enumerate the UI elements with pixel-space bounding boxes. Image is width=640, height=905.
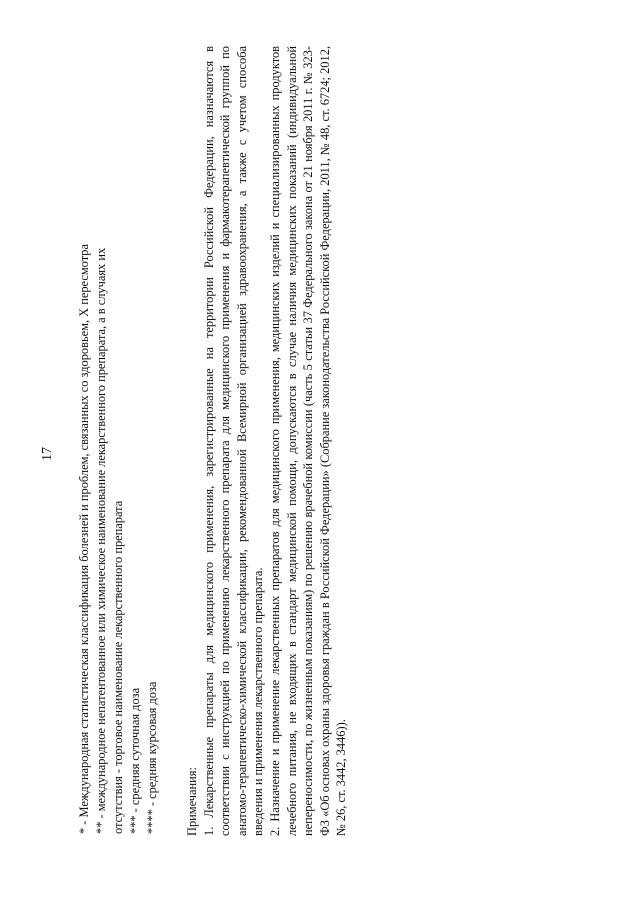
footnote-course-dose: **** - средняя курсовая доза	[145, 681, 159, 834]
footnotes	[76, 34, 161, 834]
notes-heading: Примечания:	[185, 767, 199, 836]
page-number: 17	[40, 447, 55, 461]
rotated-text-layer	[18, 24, 618, 884]
footnote-inn-continued: отсутствия - торговое наименование лекарственного препарата	[111, 500, 125, 834]
notes-section	[184, 46, 350, 836]
footnote-daily-dose: *** - средняя суточная доза	[128, 687, 142, 834]
note-item-1: 1. Лекарственные препараты для медицинского применения, зарегистрированные на территории Российской Федерации, назначаются в соответствии с инструкцией по применению лекарственного препарата для медицинского применения и фармакотерапевтической группой по анатомо-терапевтическо-химической классификации, рекомендованной Всемирной организацией здравоохранения, а также с учетом способа введения и применения лекарственного препарата.	[201, 46, 266, 836]
note-item-2: 2. Назначение и применение лекарственных препаратов для медицинского применения, медицинских изделий и специализированных продуктов лечебного питания, не входящих в стандарт медицинской помощи, допускаются в случае наличия медицинских показаний (индивидуальной непереносимости, по жизненным показаниям) по решению врачебной комиссии (часть 5 статьи 37 Федерального закона от 21 ноября 2011 г. № 323-ФЗ «Об основах охраны здоровья граждан в Российской Федерации» (Собрание законодательства Российской Федерации, 2011, № 48, ст. 6724; 2012, № 26, ст. 3442, 3446)).	[267, 46, 349, 836]
footnote-inn: ** - международное непатентованное или химическое наименование лекарственного препарата, а в случаях их	[94, 247, 108, 834]
footnote-icd: * - Международная статистическая классификация болезней и проблем, связанных со здоровьем, X пересмотра	[77, 244, 91, 834]
